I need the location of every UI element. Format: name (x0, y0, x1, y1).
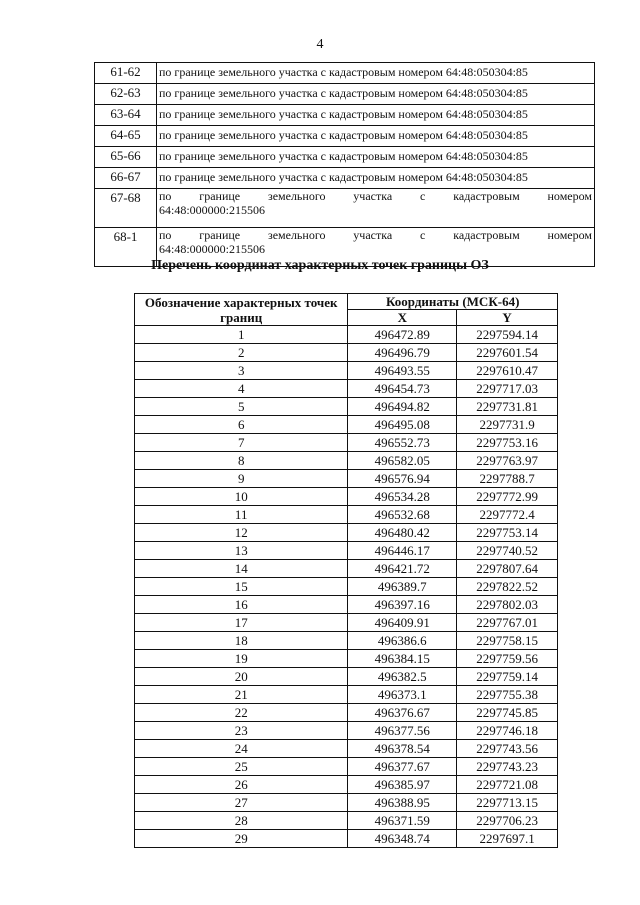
coordinate-row (135, 434, 558, 452)
coord-y: 2297772.4 (457, 506, 558, 524)
segment-description (157, 189, 595, 228)
coord-x: 496377.56 (348, 722, 457, 740)
point-id: 5 (135, 398, 348, 416)
segment-label: 67-68 (95, 189, 157, 228)
coord-y: 2297758.15 (457, 632, 558, 650)
x-header: X (348, 310, 457, 326)
segment-description (157, 105, 595, 126)
point-id: 1 (135, 326, 348, 344)
coord-x: 496576.94 (348, 470, 457, 488)
point-id: 4 (135, 380, 348, 398)
segment-label: 64-65 (95, 126, 157, 147)
boundary-row (95, 63, 595, 84)
coord-x: 496384.15 (348, 650, 457, 668)
coord-y: 2297740.52 (457, 542, 558, 560)
point-id: 9 (135, 470, 348, 488)
coord-y: 2297743.56 (457, 740, 558, 758)
coord-x: 496378.54 (348, 740, 457, 758)
coordinate-row (135, 380, 558, 398)
coordinate-row (135, 704, 558, 722)
page-number: 4 (316, 37, 324, 52)
coord-y: 2297753.16 (457, 434, 558, 452)
coord-x: 496385.97 (348, 776, 457, 794)
coord-x: 496495.08 (348, 416, 457, 434)
coords-header: Координаты (МСК-64) (348, 294, 558, 310)
coord-y: 2297745.85 (457, 704, 558, 722)
coordinates-heading: Перечень координат характерных точек границы ОЗ (151, 258, 489, 273)
coord-x: 496534.28 (348, 488, 457, 506)
coord-y: 2297788.7 (457, 470, 558, 488)
coord-x: 496376.67 (348, 704, 457, 722)
segment-label: 66-67 (95, 168, 157, 189)
coordinate-row (135, 668, 558, 686)
coordinate-row (135, 524, 558, 542)
coord-x: 496389.7 (348, 578, 457, 596)
coord-x: 496493.55 (348, 362, 457, 380)
coordinate-row (135, 686, 558, 704)
point-id: 22 (135, 704, 348, 722)
point-id: 10 (135, 488, 348, 506)
point-id: 29 (135, 830, 348, 848)
point-id: 21 (135, 686, 348, 704)
segment-label: 65-66 (95, 147, 157, 168)
coord-x: 496373.1 (348, 686, 457, 704)
point-id: 24 (135, 740, 348, 758)
description-line: по границе земельного участка с кадастровым номером (159, 189, 592, 203)
point-id: 28 (135, 812, 348, 830)
coord-y: 2297601.54 (457, 344, 558, 362)
point-id: 16 (135, 596, 348, 614)
coord-y: 2297755.38 (457, 686, 558, 704)
coord-x: 496582.05 (348, 452, 457, 470)
point-id: 14 (135, 560, 348, 578)
segment-label: 63-64 (95, 105, 157, 126)
point-id: 15 (135, 578, 348, 596)
point-id: 8 (135, 452, 348, 470)
coordinate-row (135, 344, 558, 362)
point-label-header: Обозначение характерных точек границ (135, 294, 348, 326)
coord-x: 496454.73 (348, 380, 457, 398)
point-id: 6 (135, 416, 348, 434)
coord-y: 2297822.52 (457, 578, 558, 596)
coord-x: 496446.17 (348, 542, 457, 560)
boundary-row (95, 126, 595, 147)
coordinate-row (135, 398, 558, 416)
coordinate-row (135, 812, 558, 830)
coordinate-row (135, 470, 558, 488)
segment-label: 61-62 (95, 63, 157, 84)
point-id: 17 (135, 614, 348, 632)
coord-x: 496377.67 (348, 758, 457, 776)
description-line: 64:48:000000:215506 (159, 242, 266, 256)
point-id: 3 (135, 362, 348, 380)
coord-x: 496480.42 (348, 524, 457, 542)
coord-y: 2297697.1 (457, 830, 558, 848)
coord-x: 496496.79 (348, 344, 457, 362)
coord-x: 496386.6 (348, 632, 457, 650)
coord-x: 496388.95 (348, 794, 457, 812)
point-id: 20 (135, 668, 348, 686)
coord-y: 2297807.64 (457, 560, 558, 578)
coordinate-row (135, 362, 558, 380)
coord-x: 496382.5 (348, 668, 457, 686)
segment-description (157, 63, 595, 84)
point-id: 12 (135, 524, 348, 542)
coord-x: 496532.68 (348, 506, 457, 524)
coordinate-row (135, 776, 558, 794)
boundary-row (95, 105, 595, 126)
segment-label: 62-63 (95, 84, 157, 105)
description-line: по границе земельного участка с кадастровым номером (159, 228, 592, 242)
segment-description (157, 84, 595, 105)
coordinate-row (135, 758, 558, 776)
coord-y: 2297767.01 (457, 614, 558, 632)
coord-x: 496552.73 (348, 434, 457, 452)
coordinates-table (134, 293, 558, 848)
boundary-row (95, 147, 595, 168)
coordinate-row (135, 794, 558, 812)
coord-y: 2297731.81 (457, 398, 558, 416)
boundary-row (95, 189, 595, 228)
coord-y: 2297759.56 (457, 650, 558, 668)
description-line: по границе земельного участка с кадастровым номером 64:48:050304:85 (159, 128, 528, 142)
coord-x: 496348.74 (348, 830, 457, 848)
point-id: 2 (135, 344, 348, 362)
segment-label: 68-1 (95, 228, 157, 267)
description-line: по границе земельного участка с кадастровым номером 64:48:050304:85 (159, 65, 528, 79)
coord-y: 2297731.9 (457, 416, 558, 434)
coord-y: 2297746.18 (457, 722, 558, 740)
point-id: 13 (135, 542, 348, 560)
coordinate-row (135, 506, 558, 524)
coord-y: 2297753.14 (457, 524, 558, 542)
coordinate-row (135, 560, 558, 578)
coordinate-row (135, 632, 558, 650)
segment-description (157, 168, 595, 189)
boundary-row (95, 168, 595, 189)
point-id: 11 (135, 506, 348, 524)
boundary-row (95, 84, 595, 105)
coordinate-row (135, 596, 558, 614)
description-line: по границе земельного участка с кадастровым номером 64:48:050304:85 (159, 170, 528, 184)
segment-description (157, 147, 595, 168)
y-header: Y (457, 310, 558, 326)
description-line: по границе земельного участка с кадастровым номером 64:48:050304:85 (159, 86, 528, 100)
coord-x: 496472.89 (348, 326, 457, 344)
coordinate-row (135, 578, 558, 596)
coordinate-row (135, 452, 558, 470)
point-id: 7 (135, 434, 348, 452)
coord-y: 2297610.47 (457, 362, 558, 380)
description-line: 64:48:000000:215506 (159, 203, 266, 217)
coordinate-row (135, 416, 558, 434)
segment-description (157, 126, 595, 147)
coord-x: 496371.59 (348, 812, 457, 830)
point-id: 23 (135, 722, 348, 740)
description-line: по границе земельного участка с кадастровым номером 64:48:050304:85 (159, 107, 528, 121)
coord-y: 2297743.23 (457, 758, 558, 776)
coordinate-row (135, 722, 558, 740)
coord-y: 2297706.23 (457, 812, 558, 830)
coord-y: 2297721.08 (457, 776, 558, 794)
coordinate-row (135, 542, 558, 560)
coord-x: 496421.72 (348, 560, 457, 578)
coord-y: 2297759.14 (457, 668, 558, 686)
coordinate-row (135, 830, 558, 848)
coordinate-row (135, 650, 558, 668)
boundary-segments-table (94, 62, 595, 267)
point-id: 18 (135, 632, 348, 650)
coordinate-row (135, 326, 558, 344)
point-id: 26 (135, 776, 348, 794)
description-line: по границе земельного участка с кадастровым номером 64:48:050304:85 (159, 149, 528, 163)
coord-y: 2297594.14 (457, 326, 558, 344)
coordinate-row (135, 614, 558, 632)
coord-y: 2297713.15 (457, 794, 558, 812)
coord-x: 496494.82 (348, 398, 457, 416)
coord-y: 2297772.99 (457, 488, 558, 506)
point-id: 19 (135, 650, 348, 668)
coord-y: 2297763.97 (457, 452, 558, 470)
coord-y: 2297717.03 (457, 380, 558, 398)
coord-x: 496397.16 (348, 596, 457, 614)
coord-y: 2297802.03 (457, 596, 558, 614)
point-id: 27 (135, 794, 348, 812)
point-id: 25 (135, 758, 348, 776)
coordinate-row (135, 488, 558, 506)
coordinate-row (135, 740, 558, 758)
coord-x: 496409.91 (348, 614, 457, 632)
